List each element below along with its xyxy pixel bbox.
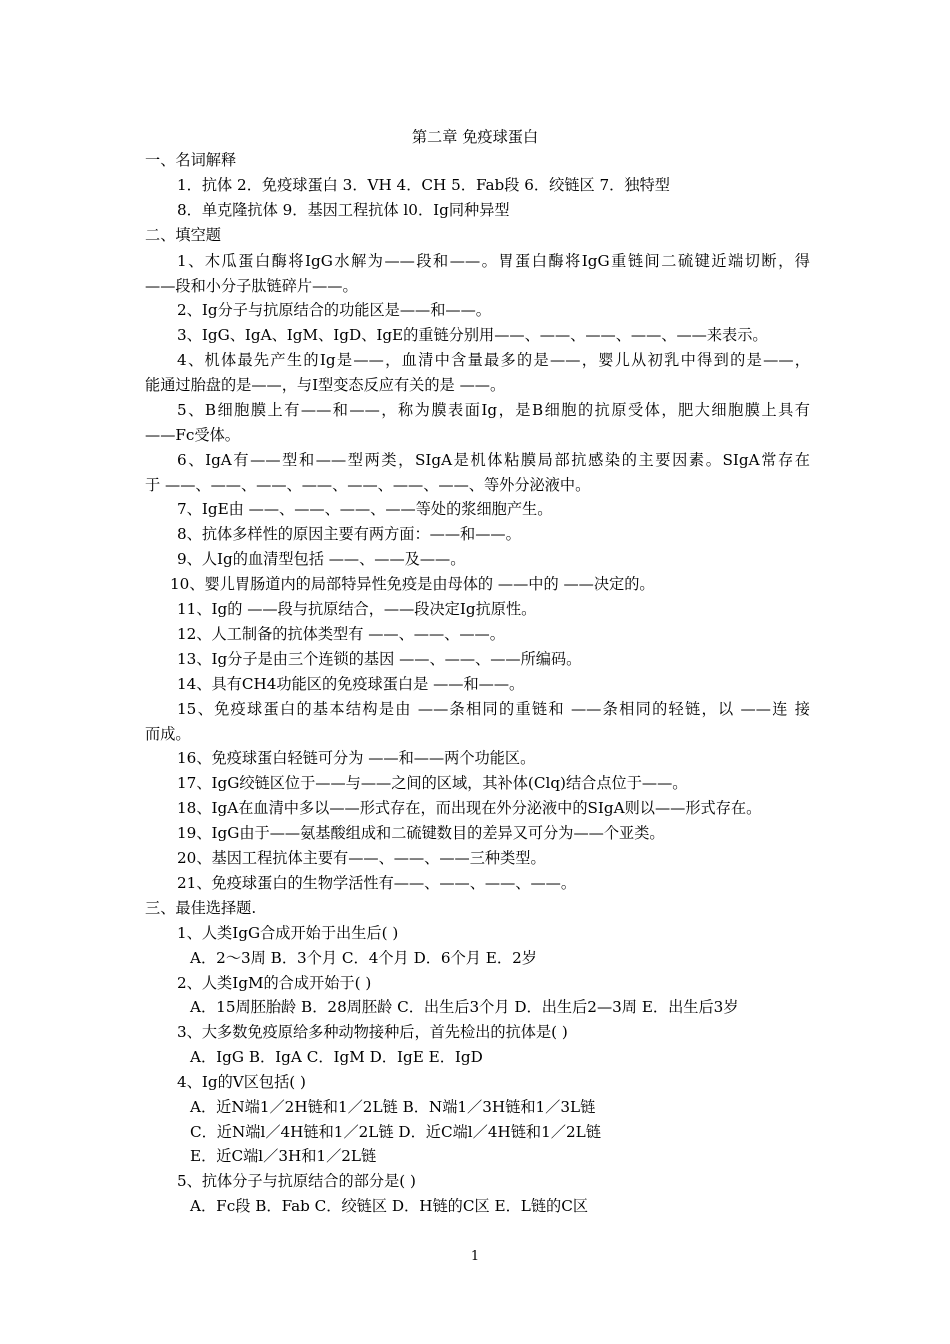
fill-question-21: 21、免疫球蛋白的生物学活性有——、——、——、——。 (177, 874, 577, 892)
fill-question-2: 2、Ig分子与抗原结合的功能区是——和——。 (177, 301, 491, 319)
fill-question-4: 4、机体最先产生的Ig是——，血清中含量最多的是——，婴儿从初乳中得到的是——， (177, 351, 810, 369)
section-heading-definitions: 一、名词解释 (145, 151, 237, 169)
choice-question-5: 5、抗体分子与抗原结合的部分是( ) (177, 1172, 416, 1190)
fill-question-5: 5、B细胞膜上有——和——，称为膜表面Ig，是B细胞的抗原受体，肥大细胞膜上具有 (177, 401, 810, 419)
choice-question-2: 2、人类IgM的合成开始于( ) (177, 974, 372, 992)
choice-question-5-options: A．Fc段 B．Fab C．绞链区 D．H链的C区 E．L链的C区 (190, 1197, 589, 1215)
choice-question-1-options: A．2～3周 B．3个月 C．4个月 D．6个月 E．2岁 (190, 949, 537, 967)
fill-question-14: 14、具有CH4功能区的免疫球蛋白是 ——和——。 (177, 675, 525, 693)
choice-question-2-options: A．15周胚胎龄 B．28周胚龄 C．出生后3个月 D．出生后2—3周 E．出生后3岁 (190, 998, 739, 1016)
fill-question-12: 12、人工制备的抗体类型有 ——、——、——。 (177, 625, 505, 643)
choice-question-4-options-e: E．近C端l／3H和1／2L链 (190, 1147, 377, 1165)
chapter-title: 第二章 免疫球蛋白 (411, 128, 539, 146)
fill-question-1: 1、木瓜蛋白酶将IgG水解为——段和——。胃蛋白酶将IgG重链间二硫键近端切断，得 (177, 252, 810, 270)
page-number: 1 (470, 1249, 480, 1264)
choice-question-4-options-cd: C．近N端l／4H链和1／2L链 D．近C端l／4H链和1／2L链 (190, 1123, 601, 1141)
fill-question-6-cont: 于 ——、——、——、——、——、——、——、等外分泌液中。 (145, 476, 591, 494)
fill-question-10: 10、婴儿胃肠道内的局部特异性免疫是由母体的 ——中的 ——决定的。 (170, 575, 655, 593)
fill-question-18: 18、IgA在血清中多以——形式存在，而出现在外分泌液中的SIgA则以——形式存在。 (177, 799, 762, 817)
fill-question-11: 11、Ig的 ——段与抗原结合，——段决定Ig抗原性。 (177, 600, 537, 618)
fill-question-15-cont: 而成。 (145, 725, 191, 743)
fill-question-8: 8、抗体多样性的原因主要有两方面：——和——。 (177, 525, 521, 543)
fill-question-17: 17、IgG绞链区位于——与——之间的区域，其补体(Clq)结合点位于——。 (177, 774, 688, 792)
fill-question-20: 20、基因工程抗体主要有——、——、——三种类型。 (177, 849, 546, 867)
fill-question-9: 9、人Ig的血清型包括 ——、——及——。 (177, 550, 466, 568)
fill-question-6: 6、IgA有——型和——型两类，SIgA是机体粘膜局部抗感染的主要因素。SIgA常存在 (177, 451, 810, 469)
choice-question-4: 4、Ig的V区包括( ) (177, 1073, 306, 1091)
definitions-line-2: 8．单克隆抗体 9．基因工程抗体 l0．Ig同种异型 (177, 201, 510, 219)
fill-question-3: 3、IgG、IgA、IgM、IgD、IgE的重链分别用——、——、——、——、——来表示。 (177, 326, 768, 344)
choice-question-4-options-ab: A．近N端1／2H链和1／2L链 B．N端1／3H链和1／3L链 (190, 1098, 596, 1116)
definitions-line-1: 1．抗体 2．免疫球蛋白 3．VH 4．CH 5．Fab段 6．绞链区 7．独特型 (177, 176, 670, 194)
fill-question-13: 13、Ig分子是由三个连锁的基因 ——、——、——所编码。 (177, 650, 582, 668)
fill-question-16: 16、免疫球蛋白轻链可分为 ——和——两个功能区。 (177, 749, 536, 767)
fill-question-7: 7、IgE由 ——、——、——、——等处的浆细胞产生。 (177, 500, 553, 518)
fill-question-4-cont: 能通过胎盘的是——，与I型变态反应有关的是 ——。 (145, 376, 506, 394)
fill-question-5-cont: ——Fc受体。 (145, 426, 240, 444)
fill-question-1-cont: ——段和小分子肽链碎片——。 (145, 277, 358, 295)
section-heading-multiple-choice: 三、最佳选择题. (145, 899, 257, 917)
choice-question-1: 1、人类IgG合成开始于出生后( ) (177, 924, 399, 942)
fill-question-19: 19、IgG由于——氨基酸组成和二硫键数目的差异又可分为——个亚类。 (177, 824, 665, 842)
section-heading-fill-blank: 二、填空题 (145, 226, 221, 244)
fill-question-15: 15、免疫球蛋白的基本结构是由 ——条相同的重链和 ——条相同的轻链，以 ——连 接 (177, 700, 810, 718)
choice-question-3-options: A．IgG B．IgA C．IgM D．IgE E．IgD (190, 1048, 483, 1066)
choice-question-3: 3、大多数免疫原给多种动物接种后，首先检出的抗体是( ) (177, 1023, 568, 1041)
